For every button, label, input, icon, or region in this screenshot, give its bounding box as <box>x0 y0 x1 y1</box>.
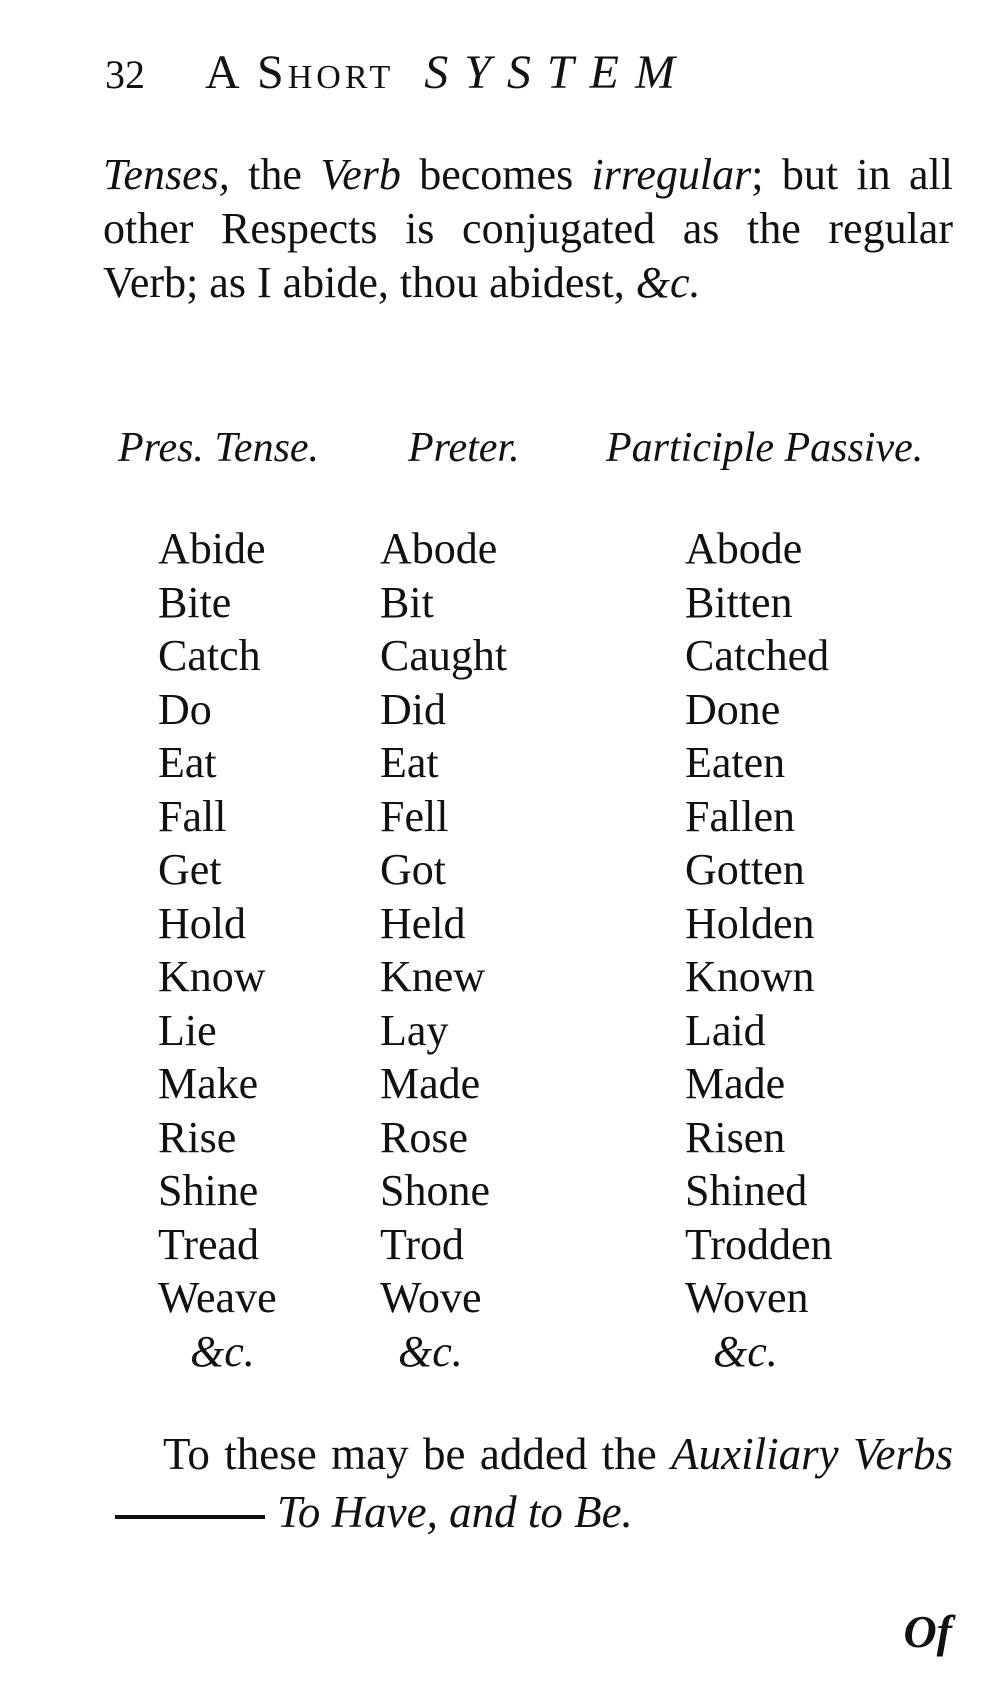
participle-cell: Fallen <box>685 791 795 841</box>
present-cell: Hold <box>158 898 246 948</box>
preterite-cell: Did <box>380 684 446 734</box>
preterite-cell: Rose <box>380 1112 468 1162</box>
table-row <box>158 1057 918 1111</box>
heading-preterite: Preter. <box>408 425 520 471</box>
table-row <box>158 736 918 790</box>
present-cell: Lie <box>158 1005 217 1055</box>
column-headings <box>118 418 968 478</box>
participle-cell: Bitten <box>685 577 793 627</box>
auxiliary-tail: To Have, and to Be. <box>277 1487 633 1537</box>
intro-etc: &c. <box>635 258 701 307</box>
participle-cell: Gotten <box>685 845 805 894</box>
table-row <box>158 1004 918 1058</box>
table-row <box>158 1111 918 1165</box>
table-row <box>158 790 918 844</box>
preterite-cell: Bit <box>380 577 434 627</box>
present-cell: Tread <box>158 1219 260 1269</box>
page-number: 32 <box>105 52 145 97</box>
participle-etc: &c. <box>713 1326 778 1376</box>
auxiliary-verbs-term: Auxiliary Verbs <box>671 1429 954 1479</box>
intro-word-tenses: Tenses, <box>103 150 230 199</box>
intro-word-verb: Verb <box>320 150 401 199</box>
present-cell: Get <box>158 845 222 894</box>
table-row <box>158 629 918 683</box>
heading-participle-passive: Participle Passive. <box>606 425 924 471</box>
dash-rule <box>115 1515 265 1519</box>
heading-present-tense: Pres. Tense. <box>118 425 320 471</box>
intro-word-the: the <box>248 150 302 199</box>
preterite-cell: Eat <box>380 738 439 787</box>
table-row <box>158 897 918 951</box>
intro-paragraph <box>103 148 953 310</box>
table-row <box>158 576 918 630</box>
present-cell: Do <box>158 684 212 734</box>
participle-cell: Eaten <box>685 738 786 787</box>
preterite-cell: Abode <box>380 524 498 573</box>
participle-cell: Abode <box>685 524 803 573</box>
table-row <box>158 683 918 737</box>
participle-cell: Laid <box>685 1005 766 1055</box>
intro-word-becomes: becomes <box>419 150 574 199</box>
preterite-cell: Knew <box>380 952 486 1001</box>
present-cell: Rise <box>158 1112 237 1162</box>
present-cell: Weave <box>158 1273 277 1322</box>
catchword: Of <box>903 1606 952 1657</box>
preterite-cell: Got <box>380 845 446 894</box>
table-row <box>158 522 918 576</box>
preterite-cell: Shone <box>380 1166 490 1215</box>
preterite-cell: Fell <box>380 791 449 841</box>
present-cell: Make <box>158 1059 259 1108</box>
intro-word-irregular: irregular <box>591 150 752 199</box>
preterite-cell: Wove <box>380 1273 482 1322</box>
auxiliary-paragraph <box>103 1425 953 1541</box>
present-cell: Eat <box>158 738 217 787</box>
present-cell: Abide <box>158 524 266 573</box>
table-row-etc <box>158 1325 918 1379</box>
present-cell: Know <box>158 952 266 1001</box>
running-header <box>105 38 925 108</box>
running-title <box>205 38 691 108</box>
participle-cell: Risen <box>685 1112 786 1162</box>
table-row <box>158 843 918 897</box>
participle-cell: Shined <box>685 1166 808 1215</box>
irregular-verb-table <box>158 522 918 1378</box>
preterite-cell: Held <box>380 898 466 948</box>
running-title-roman: A Short <box>205 46 395 99</box>
present-cell: Catch <box>158 631 261 680</box>
table-row <box>158 1218 918 1272</box>
preterite-cell: Lay <box>380 1005 449 1055</box>
running-title-italic: SYSTEM <box>424 46 691 99</box>
participle-cell: Holden <box>685 898 815 948</box>
table-row <box>158 1164 918 1218</box>
participle-cell: Made <box>685 1059 786 1108</box>
present-etc: &c. <box>190 1326 255 1376</box>
participle-cell: Catched <box>685 631 830 680</box>
participle-cell: Known <box>685 952 815 1001</box>
intro-text-rest: ; but in all other Respects is conjugated as the regular Verb; as I abide, thou abidest, <box>103 150 953 307</box>
participle-cell: Trodden <box>685 1219 833 1269</box>
table-row <box>158 950 918 1004</box>
present-cell: Shine <box>158 1166 259 1215</box>
preterite-cell: Trod <box>380 1219 464 1269</box>
preterite-cell: Made <box>380 1059 481 1108</box>
participle-cell: Done <box>685 684 781 734</box>
table-row <box>158 1271 918 1325</box>
preterite-etc: &c. <box>398 1326 463 1376</box>
participle-cell: Woven <box>685 1273 809 1322</box>
present-cell: Bite <box>158 577 232 627</box>
preterite-cell: Caught <box>380 631 508 680</box>
present-cell: Fall <box>158 791 227 841</box>
auxiliary-lead: To these may be added the <box>163 1429 657 1479</box>
